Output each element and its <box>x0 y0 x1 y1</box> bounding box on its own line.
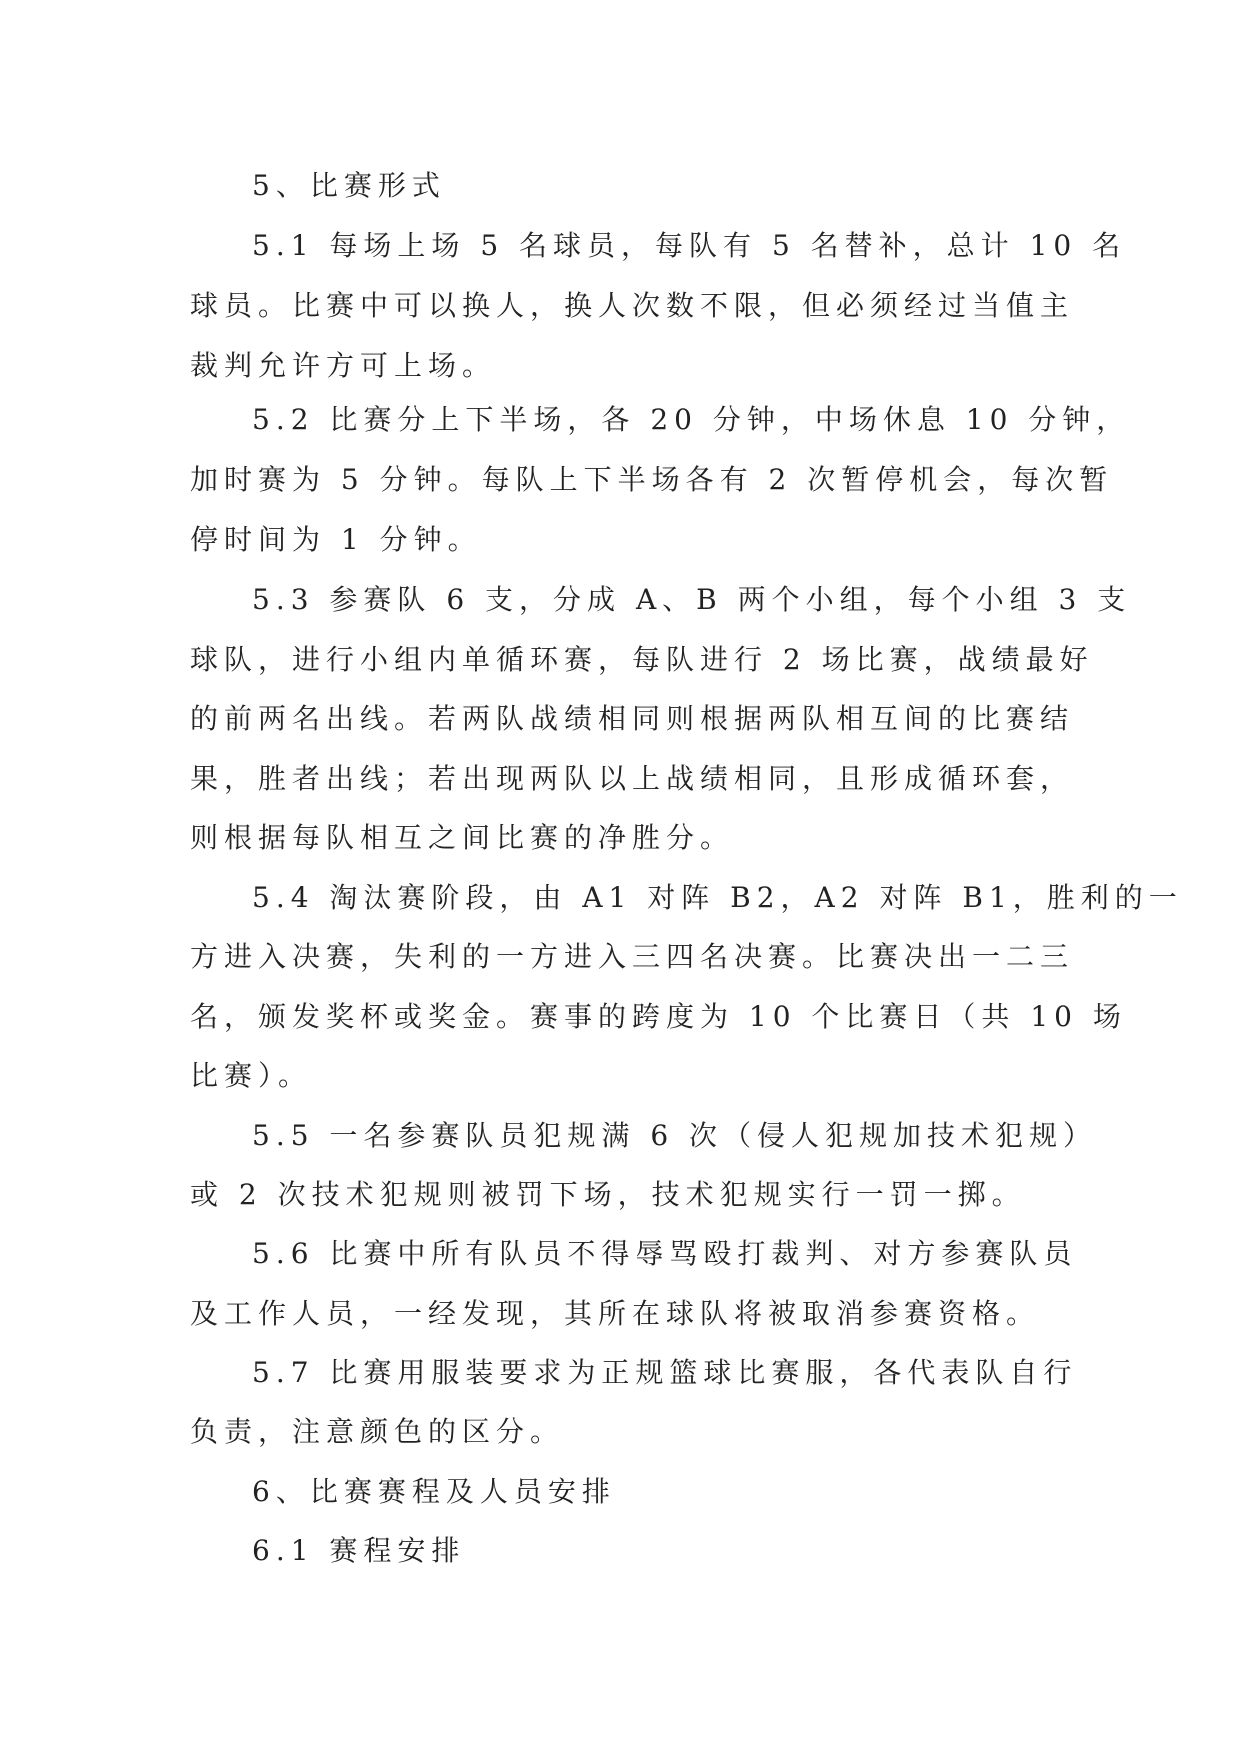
paragraph-5-7-line-1: 5.7 比赛用服装要求为正规篮球比赛服，各代表队自行 <box>252 1356 1078 1389</box>
paragraph-5-1-line-3: 裁判允许方可上场。 <box>190 349 497 382</box>
paragraph-5-2-line-1: 5.2 比赛分上下半场，各 20 分钟，中场休息 10 分钟， <box>252 403 1131 436</box>
paragraph-5-3-line-1: 5.3 参赛队 6 支，分成 A、B 两个小组，每个小组 3 支 <box>252 583 1132 616</box>
section-heading-6: 6、比赛赛程及人员安排 <box>252 1475 616 1508</box>
subsection-heading-6-1: 6.1 赛程安排 <box>252 1534 466 1567</box>
paragraph-5-3-line-5: 则根据每队相互之间比赛的净胜分。 <box>190 821 735 854</box>
paragraph-5-1-line-1: 5.1 每场上场 5 名球员，每队有 5 名替补，总计 10 名 <box>252 229 1127 262</box>
paragraph-5-6-line-2: 及工作人员，一经发现，其所在球队将被取消参赛资格。 <box>190 1297 1041 1330</box>
section-heading-5: 5、比赛形式 <box>252 169 446 202</box>
paragraph-5-3-line-4: 果，胜者出线；若出现两队以上战绩相同，且形成循环套， <box>190 762 1075 795</box>
paragraph-5-1-line-2: 球员。比赛中可以换人，换人次数不限，但必须经过当值主 <box>190 289 1075 322</box>
paragraph-5-4-line-3: 名，颁发奖杯或奖金。赛事的跨度为 10 个比赛日（共 10 场 <box>190 1000 1127 1033</box>
paragraph-5-6-line-1: 5.6 比赛中所有队员不得辱骂殴打裁判、对方参赛队员 <box>252 1237 1078 1270</box>
paragraph-5-7-line-2: 负责，注意颜色的区分。 <box>190 1415 565 1448</box>
paragraph-5-5-line-1: 5.5 一名参赛队员犯规满 6 次（侵人犯规加技术犯规） <box>252 1119 1098 1152</box>
paragraph-5-2-line-3: 停时间为 1 分钟。 <box>190 523 482 556</box>
paragraph-5-4-line-2: 方进入决赛，失利的一方进入三四名决赛。比赛决出一二三 <box>190 940 1075 973</box>
paragraph-5-3-line-3: 的前两名出线。若两队战绩相同则根据两队相互间的比赛结 <box>190 702 1075 735</box>
paragraph-5-2-line-2: 加时赛为 5 分钟。每队上下半场各有 2 次暂停机会，每次暂 <box>190 463 1114 496</box>
paragraph-5-4-line-4: 比赛）。 <box>190 1059 313 1092</box>
paragraph-5-5-line-2: 或 2 次技术犯规则被罚下场，技术犯规实行一罚一掷。 <box>190 1178 1026 1211</box>
paragraph-5-4-line-1: 5.4 淘汰赛阶段，由 A1 对阵 B2，A2 对阵 B1，胜利的一 <box>252 881 1183 914</box>
paragraph-5-3-line-2: 球队，进行小组内单循环赛，每队进行 2 场比赛，战绩最好 <box>190 643 1094 676</box>
